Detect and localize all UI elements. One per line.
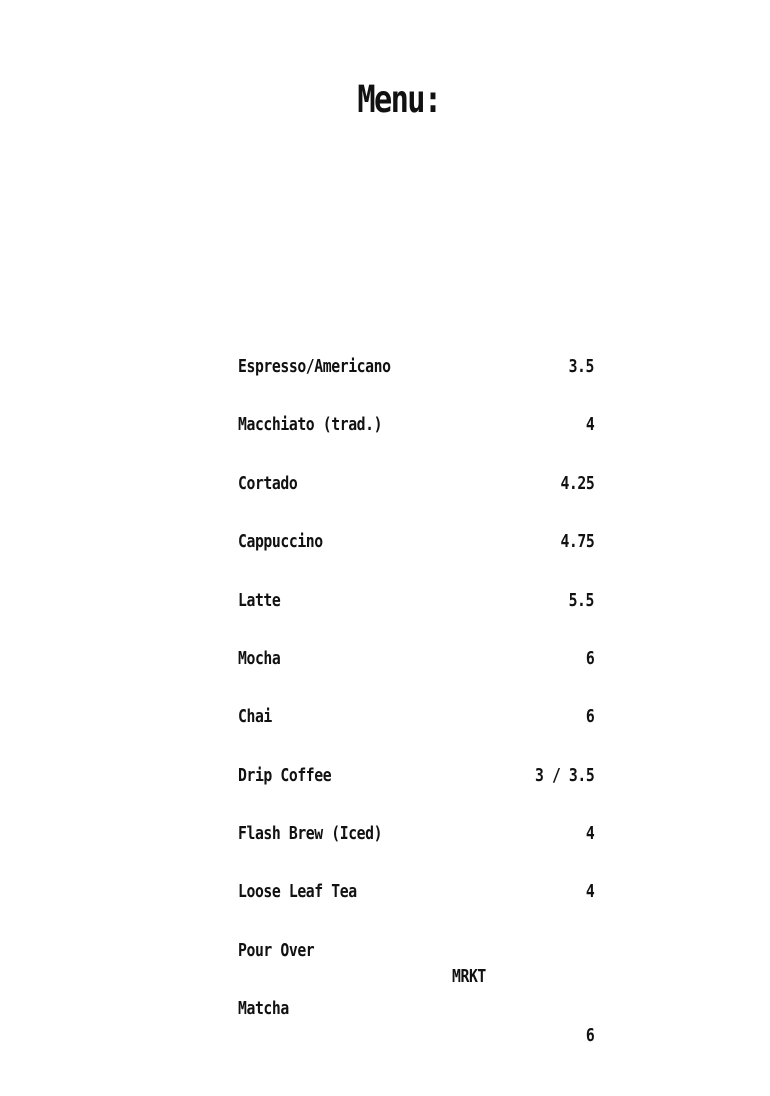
menu-item: [238, 413, 594, 437]
menu-item-price: 6: [585, 706, 594, 727]
menu-item-name: Loose Leaf Tea: [238, 881, 357, 902]
menu-item-name: Cortado: [238, 473, 298, 494]
menu-title: Menu:: [357, 78, 441, 121]
menu-item-name: Latte: [238, 590, 281, 611]
menu-item-name: Pour Over: [238, 940, 315, 961]
menu-item-price: 6: [585, 648, 594, 669]
menu-item-name: Mocha: [238, 648, 281, 669]
menu-item-name: Espresso/Americano: [238, 356, 391, 377]
menu-item: [238, 705, 594, 729]
menu-item-price: 3 / 3.5: [534, 765, 594, 786]
menu-item: [238, 355, 594, 379]
menu-item-name: Chai: [238, 706, 272, 727]
menu-item: [238, 647, 594, 671]
menu-item-name: Matcha: [238, 998, 289, 1019]
menu-item: [238, 764, 594, 788]
menu-item: [238, 880, 594, 904]
menu-item-price: 6: [585, 1025, 594, 1046]
menu-item-price: 4: [585, 414, 594, 435]
menu-item-price: 4.75: [560, 531, 594, 552]
menu-item-price: 3.5: [568, 356, 594, 377]
menu-item: [238, 822, 594, 846]
menu-item-name: Macchiato (trad.): [238, 414, 383, 435]
menu-item-price: 4.25: [560, 473, 594, 494]
menu-item-price: MRKT: [452, 966, 486, 987]
menu-item-name: Flash Brew (Iced): [238, 823, 383, 844]
menu-item-price: 5.5: [568, 590, 594, 611]
menu-item-name: Cappuccino: [238, 531, 323, 552]
menu-item: [238, 589, 594, 613]
menu-item: [238, 472, 594, 496]
menu-item-name: Drip Coffee: [238, 765, 332, 786]
menu-item: [238, 530, 594, 554]
menu-item-price: 4: [585, 823, 594, 844]
menu-item-price: 4: [585, 881, 594, 902]
